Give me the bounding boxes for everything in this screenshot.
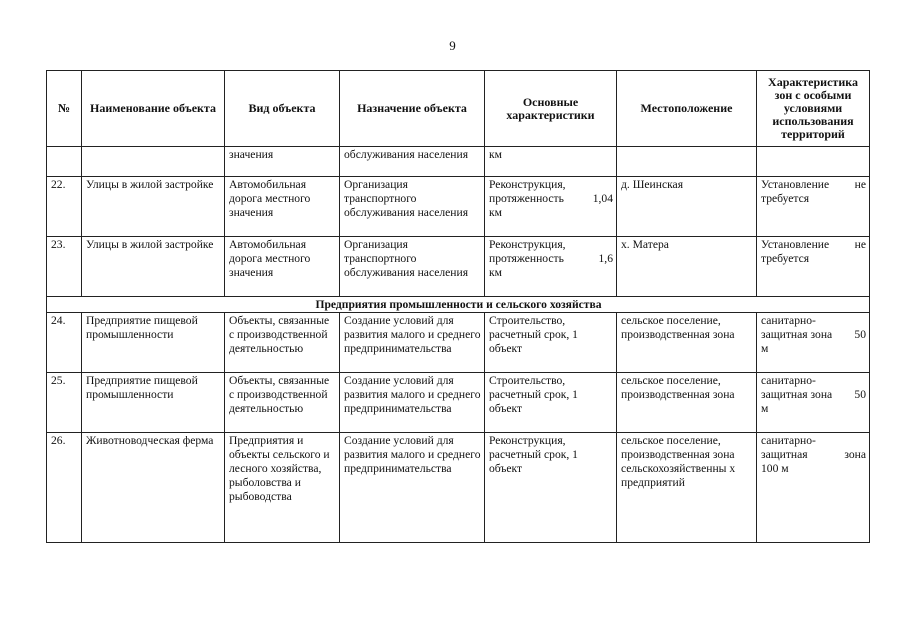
cell-type: значения xyxy=(225,147,340,177)
header-zones: Характеристика зон с особыми условиями использования территорий xyxy=(757,71,870,147)
zones-value: 50 xyxy=(854,388,866,401)
zones-word: защитная зона xyxy=(761,388,833,401)
cell-location: сельское поселение, производственная зона xyxy=(617,313,757,373)
header-num: № xyxy=(47,71,82,147)
header-specs: Основные характеристики xyxy=(485,71,617,147)
section-title: Предприятия промышленности и сельского хозяйства xyxy=(47,297,870,313)
cell-name: Предприятие пищевой промышленности xyxy=(82,313,225,373)
cell-num: 24. xyxy=(47,313,82,373)
cell-type: Объекты, связанные с производственной деятельностью xyxy=(225,313,340,373)
zones-line xyxy=(761,448,866,462)
cell-location: сельское поселение, производственная зона сельскохозяйственны х предприятий xyxy=(617,433,757,543)
objects-table xyxy=(46,70,870,543)
section-row xyxy=(47,297,870,313)
cell-purpose: обслуживания населения xyxy=(340,147,485,177)
cell-specs: Строительство, расчетный срок, 1 объект xyxy=(485,373,617,433)
cell-purpose: Создание условий для развития малого и среднего предпринимательства xyxy=(340,373,485,433)
specs-line xyxy=(489,192,613,206)
table-row xyxy=(47,177,870,237)
cell-purpose: Создание условий для развития малого и среднего предпринимательства xyxy=(340,313,485,373)
cell-name: Улицы в жилой застройке xyxy=(82,177,225,237)
zones-word: защитная зона xyxy=(761,328,833,341)
table-row xyxy=(47,237,870,297)
zones-line xyxy=(761,178,866,192)
cell-num: 22. xyxy=(47,177,82,237)
cell-purpose: Организация транспортного обслуживания населения xyxy=(340,177,485,237)
zones-line: требуется xyxy=(761,192,810,205)
zones-value: 50 xyxy=(854,328,866,341)
zones-unit: м xyxy=(761,402,769,415)
zones-word: зона xyxy=(844,448,866,461)
zones-line: требуется xyxy=(761,252,810,265)
cell-name: Животноводческая ферма xyxy=(82,433,225,543)
cell-zones xyxy=(757,313,870,373)
header-row xyxy=(47,71,870,147)
cell-specs xyxy=(485,177,617,237)
cell-specs: Строительство, расчетный срок, 1 объект xyxy=(485,313,617,373)
page-number: 9 xyxy=(449,38,456,53)
cell-purpose: Организация транспортного обслуживания населения xyxy=(340,237,485,297)
cell-specs: Реконструкция, расчетный срок, 1 объект xyxy=(485,433,617,543)
cell-num: 25. xyxy=(47,373,82,433)
cell-name: Предприятие пищевой промышленности xyxy=(82,373,225,433)
zones-line: санитарно- xyxy=(761,434,816,447)
header-type: Вид объекта xyxy=(225,71,340,147)
specs-unit: км xyxy=(489,206,502,219)
header-purpose: Назначение объекта xyxy=(340,71,485,147)
zones-word: Установление xyxy=(761,178,830,191)
zones-line: санитарно- xyxy=(761,374,816,387)
specs-word: протяженность xyxy=(489,192,564,205)
cell-zones xyxy=(757,177,870,237)
cell-location xyxy=(617,147,757,177)
specs-line: Реконструкция, xyxy=(489,238,566,251)
table-row xyxy=(47,433,870,543)
table-row xyxy=(47,373,870,433)
cell-name: Улицы в жилой застройке xyxy=(82,237,225,297)
cell-purpose: Создание условий для развития малого и среднего предпринимательства xyxy=(340,433,485,543)
cell-location: х. Матера xyxy=(617,237,757,297)
table-row-continuation xyxy=(47,147,870,177)
cell-type: Автомобильная дорога местного значения xyxy=(225,237,340,297)
table-row xyxy=(47,313,870,373)
zones-line xyxy=(761,238,866,252)
cell-type: Объекты, связанные с производственной деятельностью xyxy=(225,373,340,433)
cell-type: Предприятия и объекты сельского и лесного хозяйства, рыболовства и рыбоводства xyxy=(225,433,340,543)
zones-line xyxy=(761,328,866,342)
cell-num xyxy=(47,147,82,177)
zones-word: Установление xyxy=(761,238,830,251)
specs-value: 1,6 xyxy=(598,252,613,265)
specs-unit: км xyxy=(489,266,502,279)
cell-zones xyxy=(757,433,870,543)
specs-value: 1,04 xyxy=(592,192,613,205)
specs-word: протяженность xyxy=(489,252,564,265)
cell-zones xyxy=(757,237,870,297)
cell-num: 26. xyxy=(47,433,82,543)
zones-line xyxy=(761,388,866,402)
cell-specs: км xyxy=(485,147,617,177)
header-name: Наименование объекта xyxy=(82,71,225,147)
cell-num: 23. xyxy=(47,237,82,297)
cell-zones xyxy=(757,373,870,433)
specs-line xyxy=(489,252,613,266)
zones-line: санитарно- xyxy=(761,314,816,327)
cell-name xyxy=(82,147,225,177)
zones-word: защитная xyxy=(761,448,808,461)
zones-word: не xyxy=(854,178,866,191)
zones-word: не xyxy=(854,238,866,251)
specs-line: Реконструкция, xyxy=(489,178,566,191)
header-location: Местоположение xyxy=(617,71,757,147)
cell-location: д. Шеинская xyxy=(617,177,757,237)
cell-zones xyxy=(757,147,870,177)
cell-type: Автомобильная дорога местного значения xyxy=(225,177,340,237)
zones-unit: 100 м xyxy=(761,462,789,475)
cell-specs xyxy=(485,237,617,297)
cell-location: сельское поселение, производственная зона xyxy=(617,373,757,433)
zones-unit: м xyxy=(761,342,769,355)
